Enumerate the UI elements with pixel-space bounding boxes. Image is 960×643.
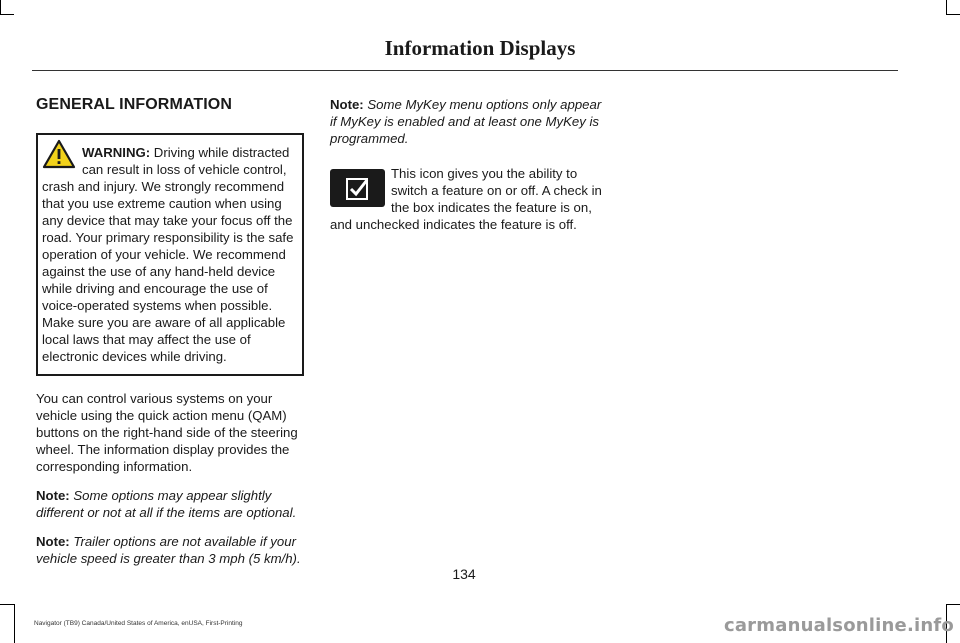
- checked-box-icon: [330, 169, 385, 207]
- icon-description: This icon gives you the ability to switch a feature on or off. A check in the box indicates the feature is on, and unchecked indicates the feature is off.: [330, 166, 602, 232]
- note-label: Note:: [330, 97, 364, 112]
- crop-mark: [14, 604, 15, 643]
- note-text: Trailer options are not available if your vehicle speed is greater than 3 mph (5 km/h).: [36, 534, 301, 566]
- note-optional-items: [36, 487, 304, 521]
- crop-mark: [946, 14, 960, 15]
- crop-mark: [946, 0, 947, 14]
- note-label: Note:: [36, 488, 70, 503]
- crop-mark: [946, 604, 960, 605]
- crop-mark: [0, 604, 14, 605]
- page-number: 134: [452, 566, 476, 582]
- note-label: Note:: [36, 534, 70, 549]
- warning-label: WARNING:: [82, 145, 151, 160]
- watermark: carmanualsonline.info: [723, 615, 954, 636]
- left-column: [36, 96, 304, 579]
- header-rule: [32, 70, 898, 71]
- warning-box: [36, 133, 304, 376]
- intro-paragraph: You can control various systems on your vehicle using the quick action menu (QAM) buttons on the right-hand side of the steering wheel. The information display provides the corresponding information.: [36, 391, 298, 474]
- icon-description-block: [330, 165, 602, 233]
- checkbox-icon: [345, 175, 371, 201]
- publication-footer: Navigator (TB9) Canada/United States of America, enUSA, First-Printing: [34, 620, 243, 627]
- note-mykey: [330, 96, 602, 147]
- warning-text: Driving while distracted can result in loss of vehicle control, crash and injury. We strongly recommend that you use extreme caution when using any device that may take your focus off the road. Your primary responsibility is the safe operation of your vehicle. We recommend against the use of any hand-held device while driving and encourage the use of voice-operated systems when possible. Make sure you are aware of all applicable local laws that may affect the use of electronic devices while driving.: [42, 145, 294, 364]
- page-header-title: Information Displays: [384, 36, 576, 60]
- crop-mark: [0, 0, 1, 14]
- note-text: Some options may appear slightly different or not at all if the items are optional.: [36, 488, 297, 520]
- crop-mark: [0, 14, 14, 15]
- warning-triangle-icon: [42, 139, 76, 169]
- note-text: Some MyKey menu options only appear if MyKey is enabled and at least one MyKey is programmed.: [330, 97, 602, 146]
- section-heading: GENERAL INFORMATION: [36, 96, 232, 113]
- note-trailer-options: [36, 533, 304, 567]
- middle-column: [330, 96, 602, 245]
